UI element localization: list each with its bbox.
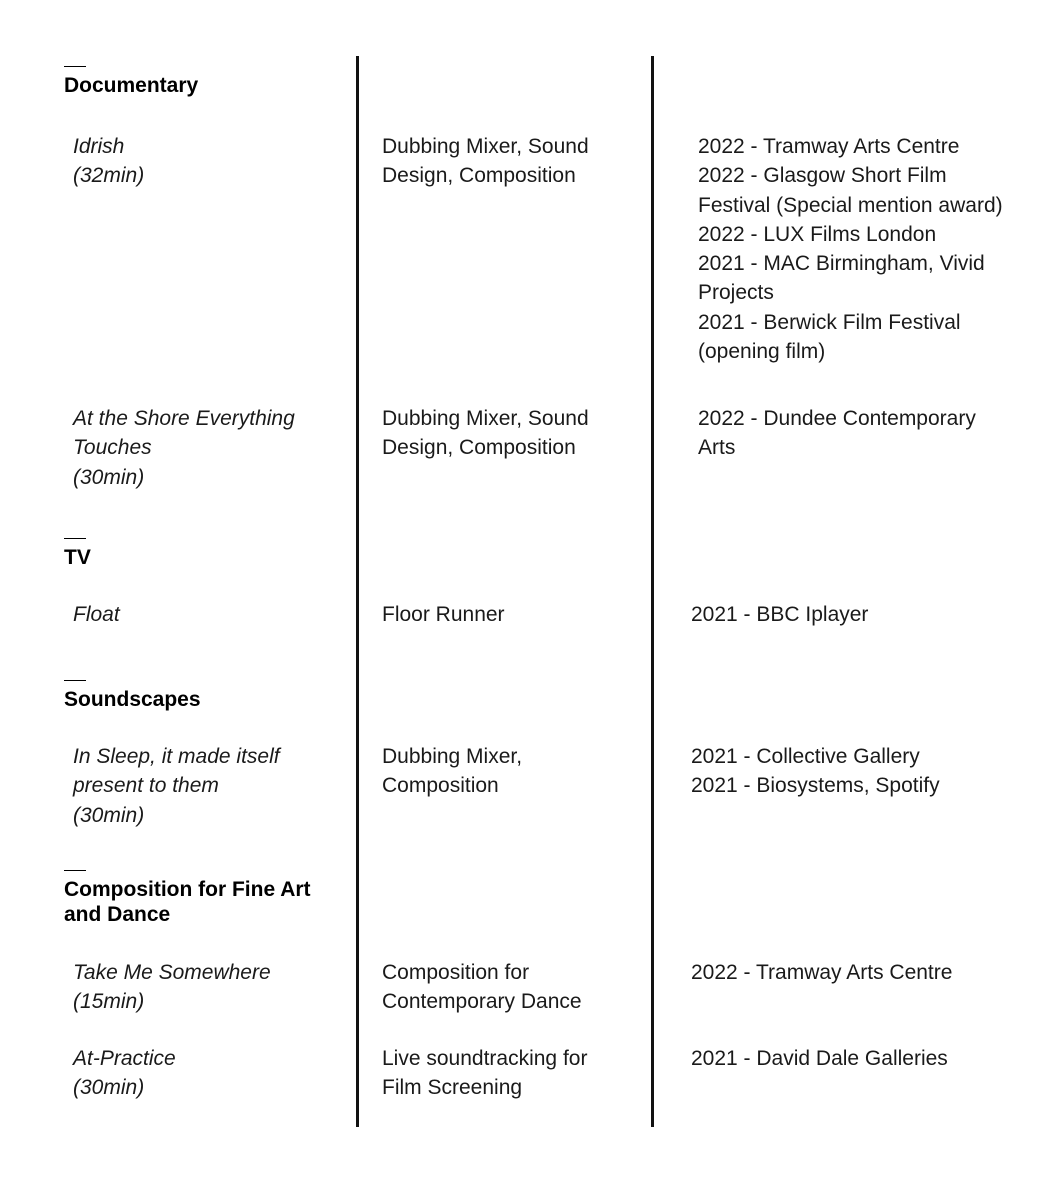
work-title — [73, 1044, 343, 1103]
title-line: At-Practice — [73, 1047, 176, 1070]
screening-line: Projects — [698, 281, 774, 305]
role-line: Film Screening — [382, 1076, 523, 1100]
work-screenings — [691, 1044, 1026, 1073]
section-heading-text: Documentary — [64, 74, 199, 97]
work-role — [382, 404, 632, 463]
role-line: Dubbing Mixer, — [382, 745, 523, 768]
screening-line: 2021 - BBC Iplayer — [691, 603, 869, 626]
heading-dash — [64, 870, 86, 871]
role-line: Composition — [382, 774, 499, 798]
heading-dash — [64, 66, 86, 67]
section-heading-text: Soundscapes — [64, 688, 201, 711]
work-role — [382, 958, 632, 1017]
screening-line: Arts — [698, 436, 736, 460]
section-heading-text: Composition for Fine Art — [64, 878, 311, 901]
work-screenings — [691, 600, 1026, 629]
screening-line: 2022 - LUX Films London — [698, 222, 937, 246]
screening-line: Festival (Special mention award) — [698, 193, 1003, 217]
role-line: Composition for — [382, 961, 530, 984]
role-line: Floor Runner — [382, 603, 505, 626]
work-title — [73, 742, 343, 830]
work-title — [73, 958, 343, 1017]
work-role — [382, 132, 632, 191]
title-line: (30min) — [73, 465, 145, 489]
section-heading-soundscapes — [64, 680, 334, 712]
section-heading-text: and Dance — [64, 903, 171, 926]
heading-dash — [64, 680, 86, 681]
title-line: Touches — [73, 436, 152, 460]
section-heading-documentary — [64, 66, 334, 98]
work-screenings — [691, 742, 1026, 801]
section-heading-text: TV — [64, 546, 91, 569]
screening-line: 2022 - Tramway Arts Centre — [698, 135, 960, 158]
work-title — [73, 132, 343, 191]
work-screenings — [698, 132, 1033, 366]
screening-line: 2021 - David Dale Galleries — [691, 1047, 948, 1070]
title-line: present to them — [73, 774, 219, 798]
title-line: (32min) — [73, 164, 145, 188]
role-line: Design, Composition — [382, 436, 576, 460]
title-line: (30min) — [73, 803, 145, 827]
title-line: At the Shore Everything — [73, 407, 295, 430]
role-line: Dubbing Mixer, Sound — [382, 135, 589, 158]
column-divider — [651, 56, 654, 1127]
work-role — [382, 600, 632, 629]
work-title — [73, 404, 343, 492]
title-line: (15min) — [73, 990, 145, 1014]
role-line: Contemporary Dance — [382, 990, 582, 1014]
screening-line: 2022 - Glasgow Short Film — [698, 164, 947, 188]
screening-line: 2021 - Collective Gallery — [691, 745, 920, 768]
work-role — [382, 1044, 632, 1103]
title-line: Float — [73, 603, 120, 626]
title-line: Idrish — [73, 135, 125, 158]
role-line: Dubbing Mixer, Sound — [382, 407, 589, 430]
screening-line: 2022 - Tramway Arts Centre — [691, 961, 953, 984]
column-divider — [356, 56, 359, 1127]
heading-dash — [64, 538, 86, 539]
role-line: Live soundtracking for — [382, 1047, 588, 1070]
work-role — [382, 742, 632, 801]
title-line: Take Me Somewhere — [73, 961, 271, 984]
screening-line: 2021 - Biosystems, Spotify — [691, 774, 940, 798]
work-screenings — [691, 958, 1026, 987]
screening-line: 2022 - Dundee Contemporary — [698, 407, 976, 430]
title-line: In Sleep, it made itself — [73, 745, 280, 768]
work-screenings — [698, 404, 1033, 463]
title-line: (30min) — [73, 1076, 145, 1100]
screening-line: 2021 - Berwick Film Festival — [698, 310, 961, 334]
section-heading-tv — [64, 538, 334, 570]
screening-line: (opening film) — [698, 340, 826, 364]
section-heading-composition — [64, 870, 334, 927]
work-title — [73, 600, 343, 629]
role-line: Design, Composition — [382, 164, 576, 188]
screening-line: 2021 - MAC Birmingham, Vivid — [698, 252, 985, 276]
